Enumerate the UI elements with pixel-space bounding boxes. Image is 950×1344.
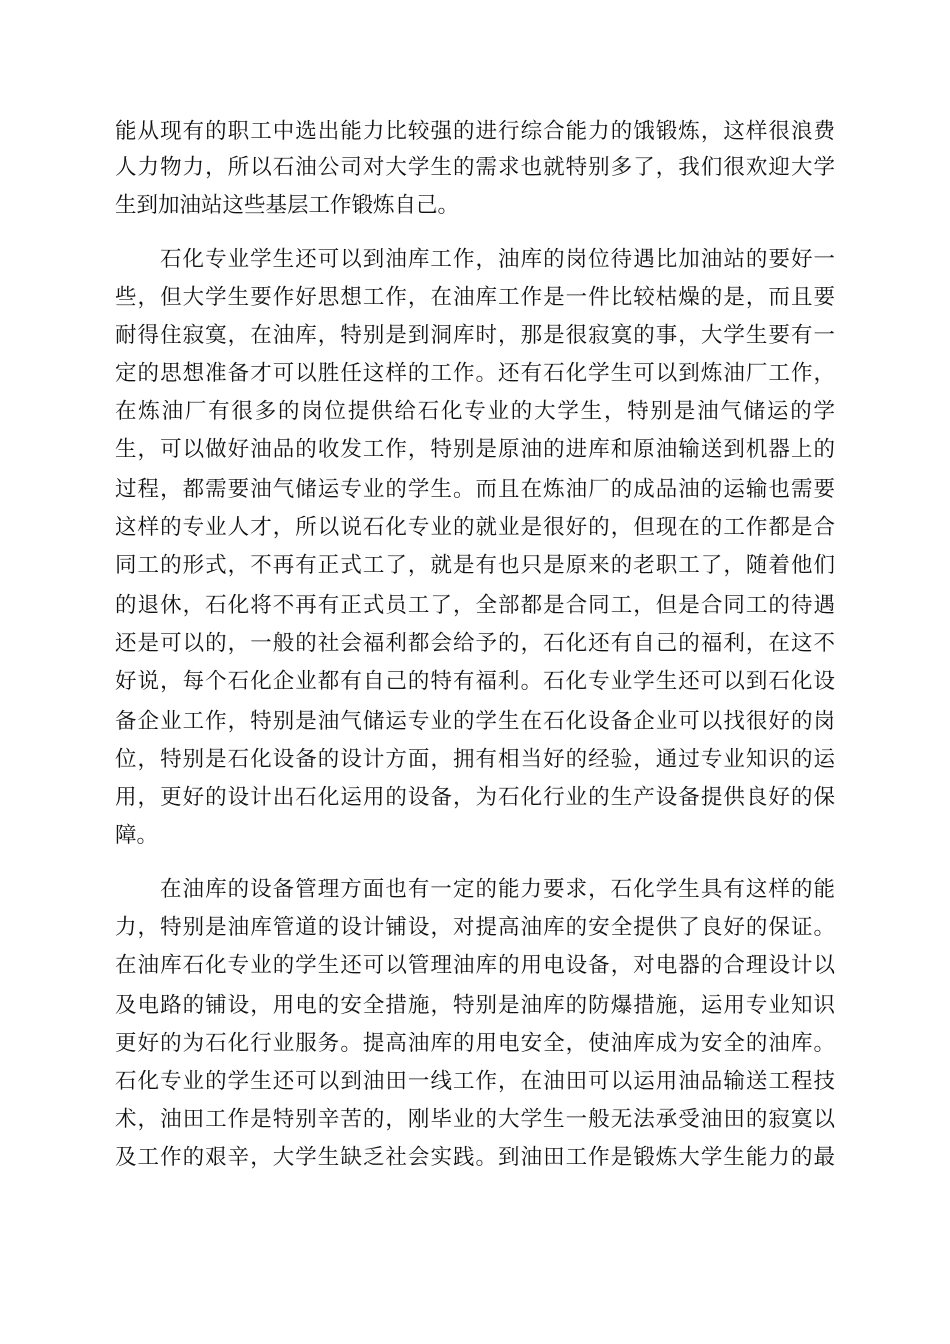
- paragraph-3-line-6: 石化专业的学生还可以到油田一线工作，在油田可以运用油品输送工程技: [115, 1069, 835, 1094]
- paragraph-3-line-2: 力，特别是油库管道的设计铺设，对提高油库的安全提供了良好的保证。: [115, 915, 835, 940]
- paragraph-2-line-2: 些，但大学生要作好思想工作，在油库工作是一件比较枯燥的是，而且要: [115, 285, 835, 310]
- paragraph-2-line-12: 好说，每个石化企业都有自己的特有福利。石化专业学生还可以到石化设: [115, 669, 835, 694]
- paragraph-2-line-5: 在炼油厂有很多的岗位提供给石化专业的大学生，特别是油气储运的学: [115, 399, 835, 424]
- paragraph-1-line-1: 能从现有的职工中选出能力比较强的进行综合能力的饿锻炼，这样很浪费: [115, 119, 835, 144]
- paragraph-2-line-13: 备企业工作，特别是油气储运专业的学生在石化设备企业可以找很好的岗: [115, 709, 835, 734]
- paragraph-2-line-10: 的退休，石化将不再有正式员工了，全部都是合同工，但是合同工的待遇: [115, 593, 835, 618]
- paragraph-3-line-1: 在油库的设备管理方面也有一定的能力要求，石化学生具有这样的能: [160, 877, 835, 902]
- paragraph-2-line-1: 石化专业学生还可以到油库工作，油库的岗位待遇比加油站的要好一: [160, 247, 835, 272]
- paragraph-1-line-2: 人力物力，所以石油公司对大学生的需求也就特别多了，我们很欢迎大学: [115, 155, 835, 180]
- paragraph-2-line-16: 障。: [115, 823, 159, 848]
- paragraph-2-line-9: 同工的形式，不再有正式工了，就是有也只是原来的老职工了，随着他们: [115, 553, 835, 578]
- paragraph-3-line-5: 更好的为石化行业服务。提高油库的用电安全，使油库成为安全的油库。: [115, 1031, 835, 1056]
- paragraph-1-line-3: 生到加油站这些基层工作锻炼自己。: [115, 193, 460, 218]
- paragraph-2-line-15: 用，更好的设计出石化运用的设备，为石化行业的生产设备提供良好的保: [115, 785, 835, 810]
- paragraph-3-line-3: 在油库石化专业的学生还可以管理油库的用电设备，对电器的合理设计以: [115, 953, 835, 978]
- paragraph-2-line-4: 定的思想准备才可以胜任这样的工作。还有石化学生可以到炼油厂工作，: [115, 361, 835, 386]
- paragraph-2-line-6: 生，可以做好油品的收发工作，特别是原油的进库和原油输送到机器上的: [115, 437, 835, 462]
- paragraph-2-line-11: 还是可以的，一般的社会福利都会给予的，石化还有自己的福利，在这不: [115, 631, 835, 656]
- paragraph-2-line-14: 位，特别是石化设备的设计方面，拥有相当好的经验，通过专业知识的运: [115, 747, 835, 772]
- paragraph-2-line-8: 这样的专业人才，所以说石化专业的就业是很好的，但现在的工作都是合: [115, 515, 835, 540]
- paragraph-3-line-7: 术，油田工作是特别辛苦的，刚毕业的大学生一般无法承受油田的寂寞以: [115, 1107, 835, 1132]
- paragraph-3-line-8: 及工作的艰辛，大学生缺乏社会实践。到油田工作是锻炼大学生能力的最: [115, 1145, 835, 1170]
- paragraph-2-line-7: 过程，都需要油气储运专业的学生。而且在炼油厂的成品油的运输也需要: [115, 477, 835, 502]
- paragraph-3-line-4: 及电路的铺设，用电的安全措施，特别是油库的防爆措施，运用专业知识: [115, 993, 835, 1018]
- paragraph-2-line-3: 耐得住寂寞，在油库，特别是到洞库时，那是很寂寞的事，大学生要有一: [115, 323, 835, 348]
